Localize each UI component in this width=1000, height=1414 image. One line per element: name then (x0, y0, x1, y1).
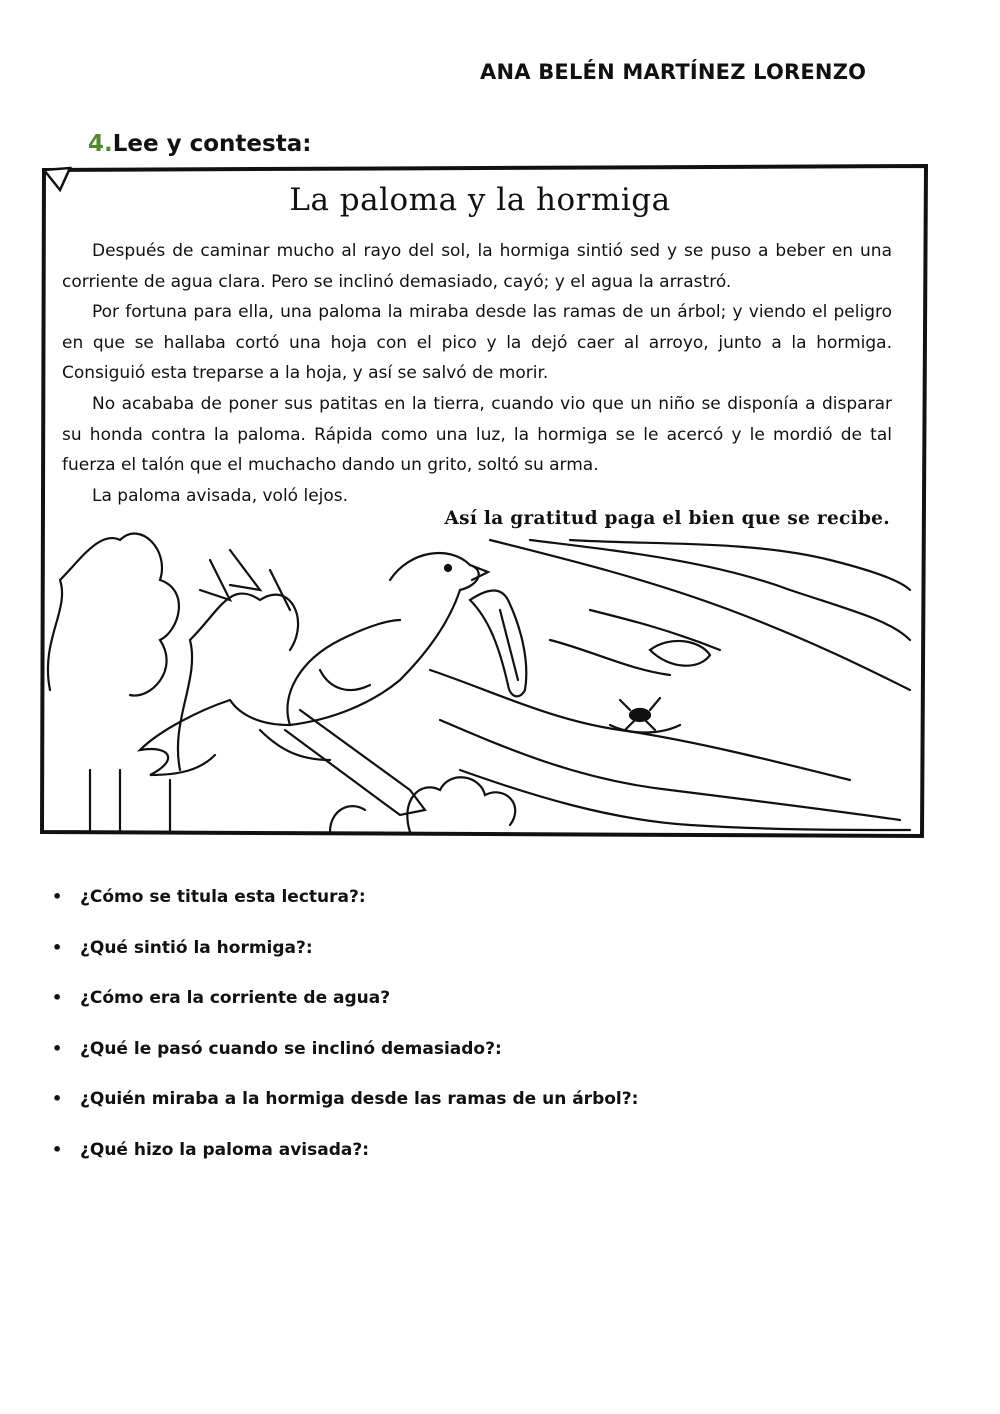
question-text: ¿Cómo era la corriente de agua? (80, 988, 391, 1008)
question-text: ¿Cómo se titula esta lectura?: (80, 887, 366, 907)
bullet-icon: • (52, 1038, 63, 1058)
story-paragraph: Por fortuna para ella, una paloma la miraba desde las ramas de un árbol; y viendo el peligro en que se hallaba cortó una hoja con el pico y la dejó caer al arroyo, junto a la hormiga. Consiguió esta treparse a la hoja, y así se salvó de morir. (62, 302, 892, 384)
exercise-instruction: Lee y contesta: (112, 131, 312, 157)
story-text (62, 236, 892, 511)
question-text: ¿Quién miraba a la hormiga desde las ramas de un árbol?: (80, 1089, 639, 1109)
question-text: ¿Qué le pasó cuando se inclinó demasiado?: (80, 1038, 502, 1059)
exercise-heading (88, 131, 311, 157)
bullet-icon: • (52, 988, 63, 1007)
bullet-icon: • (52, 887, 63, 906)
question-item (52, 931, 638, 982)
exercise-number: 4. (88, 131, 113, 157)
bullet-icon: • (52, 937, 63, 957)
dove-and-ant-illustration (30, 520, 930, 832)
question-list (52, 880, 638, 1183)
question-text: ¿Qué hizo la paloma avisada?: (80, 1139, 370, 1160)
bullet-icon: • (52, 1139, 63, 1159)
story-title: La paloma y la hormiga (289, 182, 671, 218)
question-item (52, 1032, 638, 1083)
bullet-icon: • (52, 1089, 63, 1108)
question-item (52, 981, 638, 1032)
story-moral: Así la gratitud paga el bien que se recibe. (444, 508, 890, 529)
author-name: ANA BELÉN MARTÍNEZ LORENZO (480, 60, 867, 84)
question-item (52, 1082, 638, 1133)
question-item (52, 1133, 638, 1184)
question-item (52, 880, 638, 931)
story-paragraph: No acababa de poner sus patitas en la tierra, cuando vio que un niño se disponía a disparar su honda contra la paloma. Rápida como una luz, la hormiga se le acercó y le mordió de tal fuerza el talón que el muchacho dando un grito, soltó su arma. (62, 393, 892, 476)
story-paragraph: La paloma avisada, voló lejos. (92, 485, 349, 506)
story-paragraph: Después de caminar mucho al rayo del sol, la hormiga sintió sed y se puso a beber en una corriente de agua clara. Pero se inclinó demasiado, cayó; y el agua la arrastró. (62, 241, 892, 292)
story-frame (30, 160, 930, 850)
question-text: ¿Qué sintió la hormiga?: (80, 937, 313, 958)
